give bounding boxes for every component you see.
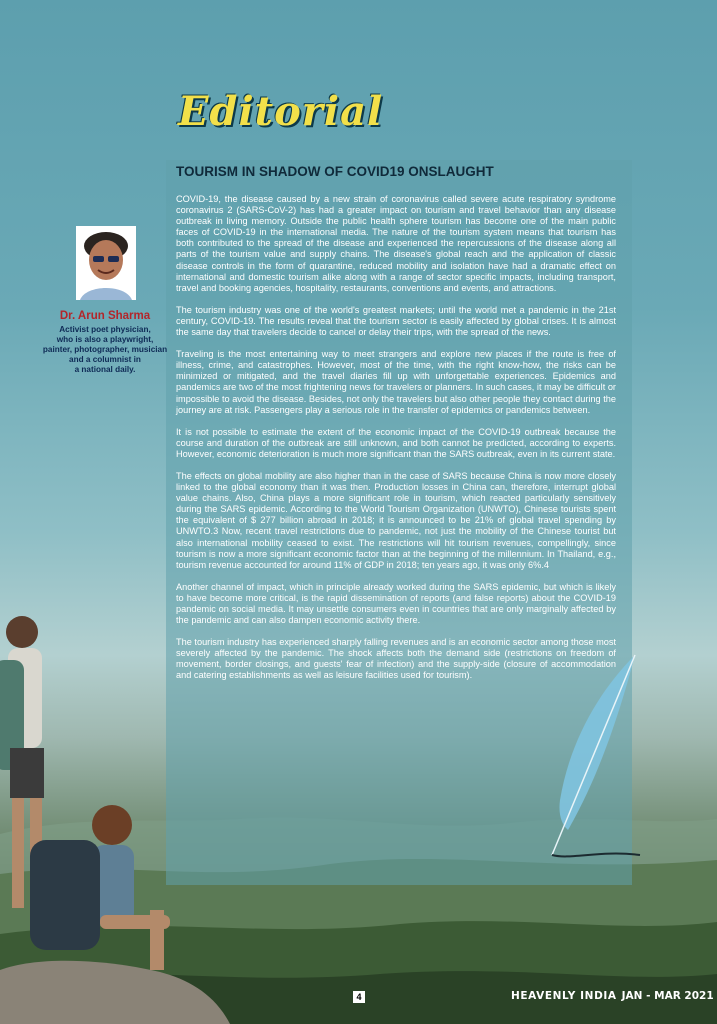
- magazine-name: HEAVENLY INDIA: [511, 990, 617, 1002]
- author-bio: [20, 325, 190, 375]
- article-body: [176, 194, 616, 693]
- page-number: 4: [353, 991, 365, 1003]
- article-paragraph: It is not possible to estimate the extent of the economic impact of the COVID-19 outbreak because the course and duration of the outbreak are still unknown, and both cannot be predicted, according to experts. However, economic deterioration is much more significant than the SARS outbreak, even in its current state.: [176, 426, 616, 459]
- article-paragraph: Traveling is the most entertaining way to meet strangers and explore new places if the route is free of illness, crime, and catastrophes. However, most of the time, with the right know-how, the risks can be minimized or mitigated, and the travel diaries fill up with unforgettable experiences. Epidemics and pandemics are two of the most frightening news for travelers or planners. In such cases, it may be difficult or impossible to avoid the disease. Besides, not only the travelers but also other people they contact during the journey are at risk. Passengers play a serious role in the transfer of epidemics or pandemics between.: [176, 349, 616, 415]
- article-paragraph: The tourism industry was one of the world's greatest markets; until the world met a pandemic in the 21st century, COVID-19. The results reveal that the tourism sector is easily affected by global crises. It is almost the same day that travelers decide to cancel or delay their trips, with the spread of the news.: [176, 304, 616, 338]
- author-bio-line: and a columnist in: [69, 355, 141, 364]
- article-headline: TOURISM IN SHADOW OF COVID19 ONSLAUGHT: [176, 164, 494, 179]
- masthead-title: Editorial: [178, 88, 384, 135]
- footer-brand: [511, 990, 714, 1002]
- author-bio-line: Activist poet physician,: [59, 325, 151, 334]
- author-bio-line: who is also a playwright,: [56, 335, 154, 344]
- article-paragraph: The effects on global mobility are also higher than in the case of SARS because China is now more closely linked to the global economy than it was then. Production losses in China can, therefore, interrupt global value chains. Also, China plays a more significant role in tourism, which reacted particularly sensitively during the SARS epidemic. According to the World Tourism Organization (UNWTO), Chinese tourists spent the equivalent of $ 277 billion abroad in 2018; it is announced to be 21% of global travel spending by UNWTO.3 Now, recent travel restrictions due to pandemic, not just the mobility of the Chinese tourist but also international mobility ceased to exist. The restrictions will hit tourism revenues, compellingly, since tourism is now a more significant economic factor than at the beginning of the millennium. In Thailand, e.g., tourism revenue accounted for around 11% of GDP in 2018; ten years ago, it was only 6%.4: [176, 470, 616, 570]
- article-paragraph: Another channel of impact, which in principle already worked during the SARS epidemic, but which is likely to have become more critical, is the rapid dissemination of reports (and false reports) about the COVID-19 pandemic on social media. It may unsettle consumers even in countries that are only marginally affected by the pandemic and can also dampen economic activity there.: [176, 581, 616, 626]
- article-paragraph: The tourism industry has experienced sharply falling revenues and is an economic sector among those most severely affected by the pandemic. The shock affects both the demand side (restrictions on freedom of movement, border closings, and guests' fear of infection) and the supply-side (closure of accommodation and catering establishments as well as leisure facilities used for tourism).: [176, 637, 616, 681]
- author-name: Dr. Arun Sharma: [59, 310, 151, 322]
- author-photo: [76, 226, 136, 300]
- issue-date: JAN - MAR 2021: [621, 990, 714, 1002]
- author-bio-line: a national daily.: [74, 365, 136, 374]
- author-bio-line: painter, photographer, musician: [42, 345, 168, 354]
- article-paragraph: COVID-19, the disease caused by a new strain of coronavirus called severe acute respiratory syndrome coronavirus 2 (SARS-CoV-2) has had a greater impact on tourism and travel behavior than any disease outbreak in living memory. Outside the public health sphere tourism has become one of the main public faces of COVID-19 in the international media. The nature of the tourism system means that tourism has both contributed to the spread of the disease and experienced the repercussions of the disease along all parts of the tourism value and supply chains. The disease's global reach and the application of classic disease controls in the form of quarantine, reduced mobility and isolation have had a dramatic effect on international and domestic tourism alike along with a range of sector specific impacts, including transport, travel and booking agencies, hospitality, restaurants, conventions and events, and attractions.: [176, 194, 616, 293]
